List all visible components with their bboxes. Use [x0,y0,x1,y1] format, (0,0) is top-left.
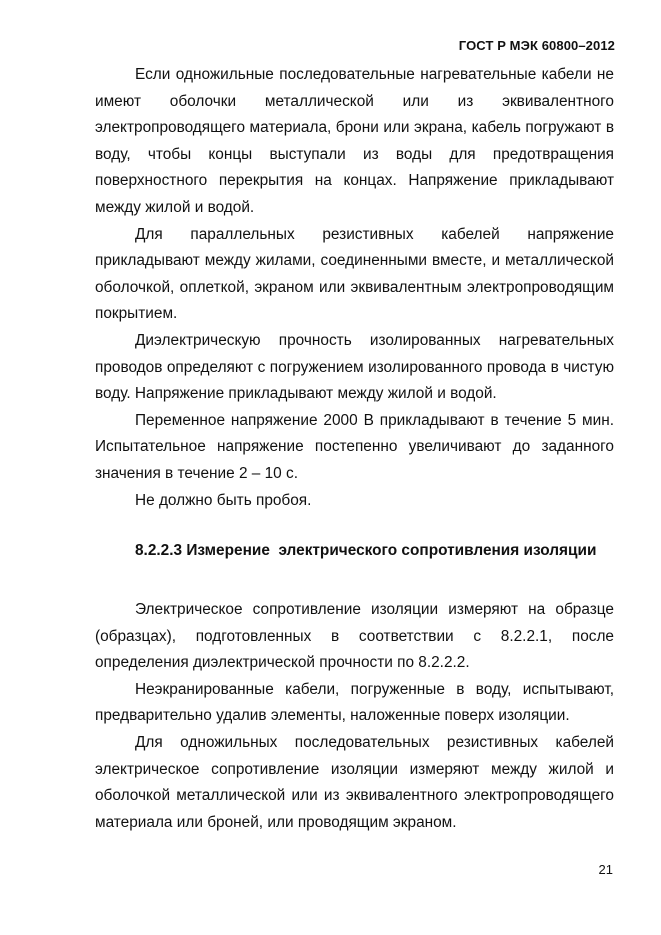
body-text-bottom [95,597,614,836]
section-heading: 8.2.2.3 Измерение электрического сопротивления изоляции [135,542,597,559]
paragraph: Переменное напряжение 2000 В прикладывают в течение 5 мин. Испытательное напряжение постепенно увеличивают до заданного значения в течение 2 – 10 с. [95,411,614,482]
paragraph: Для одножильных последовательных резистивных кабелей электрическое сопротивление изоляции измеряют между жилой и оболочкой металлической или из эквивалентного электропроводящего материала или броней, или проводящим экраном. [95,733,614,831]
body-text-top [95,62,614,514]
paragraph: Неэкранированные кабели, погруженные в воду, испытывают, предварительно удалив элементы, наложенные поверх изоляции. [95,680,614,725]
paragraph: Электрическое сопротивление изоляции измеряют на образце (образцах), подготовленных в соответствии с 8.2.2.1, после определения диэлектрической прочности по 8.2.2.2. [95,601,614,672]
page-number: 21 [598,862,613,877]
paragraph: Диэлектрическую прочность изолированных нагревательных проводов определяют с погружением изолированного провода в чистую воду. Напряжение прикладывают между жилой и водой. [95,331,614,403]
paragraph: Для параллельных резистивных кабелей напряжение прикладывают между жилами, соединенными вместе, и металлической оболочкой, оплеткой, экраном или эквивалентным электропроводящим покрытием. [95,225,614,323]
paragraph: Если одножильные последовательные нагревательные кабели не имеют оболочки металлической или из эквивалентного электропроводящего материала, брони или экрана, кабель погружают в воду, чтобы концы выступали из воды для предотвращения поверхностного перекрытия на концах. Напряжение прикладывают между жилой и водой. [95,66,614,216]
document-code-header: ГОСТ Р МЭК 60800–2012 [458,38,615,53]
paragraph: Не должно быть пробоя. [135,491,312,509]
